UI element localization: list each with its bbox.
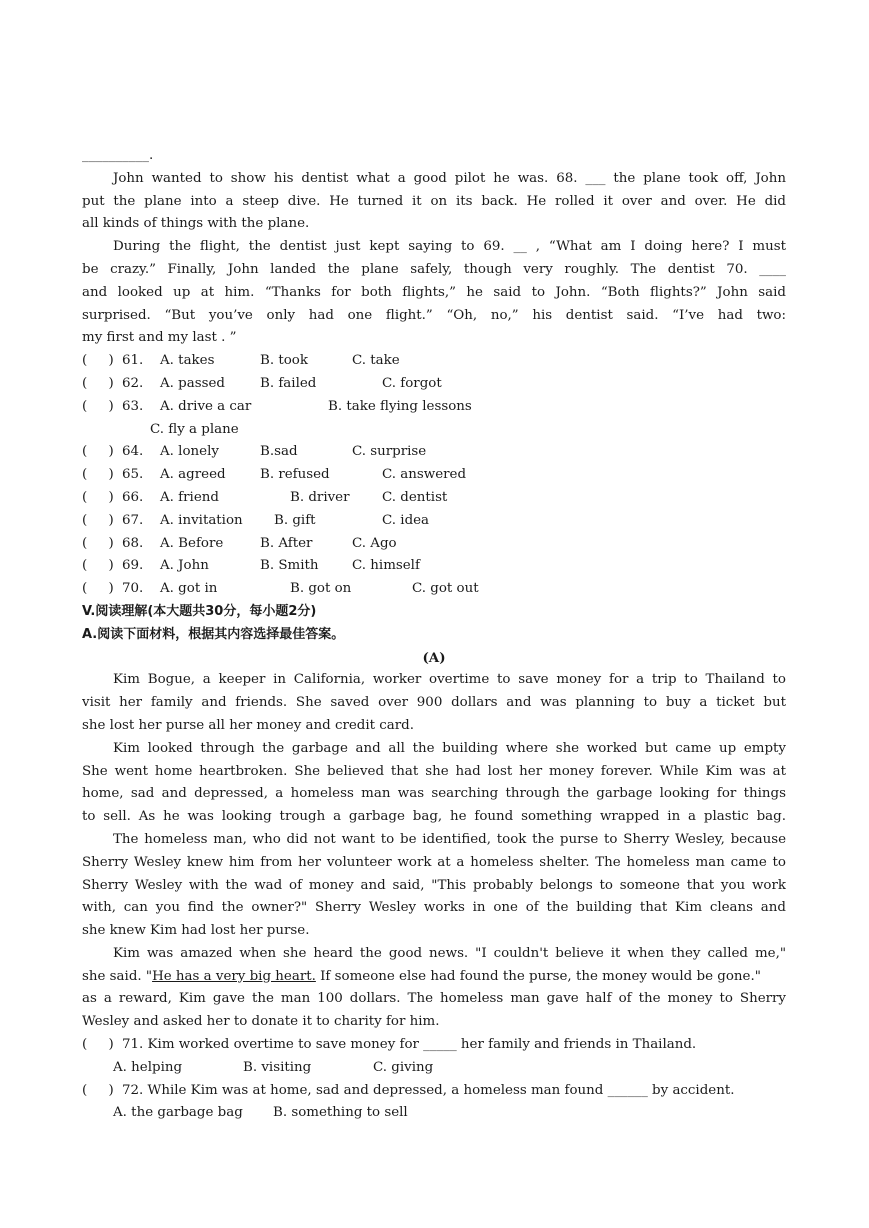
question-number: 67. <box>122 512 144 528</box>
text-line: to sell. As he was looking trough a garbage bag, he found something wrapped in a plastic bag. <box>82 809 786 825</box>
option-a: A. passed <box>160 375 225 391</box>
option-b: B. After <box>260 535 313 551</box>
option-a: A. takes <box>160 353 215 369</box>
question-63-option-c: C. fly a plane <box>150 421 239 437</box>
question-64 <box>82 441 786 464</box>
option-b: B. visiting <box>243 1059 312 1075</box>
question-70 <box>82 578 786 601</box>
text-line: Kim Bogue, a keeper in California, worker overtime to save money for a trip to Thailand to <box>113 672 786 688</box>
text-line: and looked up at him. “Thanks for both flights,” he said to John. “Both flights?” John said <box>82 284 786 300</box>
option-a: A. got in <box>160 581 218 597</box>
question-68 <box>82 533 786 556</box>
top-blank-line: __________. <box>82 148 154 163</box>
passage-label: (A) <box>422 649 446 666</box>
option-c: C. got out <box>412 581 479 597</box>
text-line: my first and my last . ” <box>82 330 237 346</box>
paragraph-reward <box>82 943 786 1034</box>
option-c: C. forgot <box>382 375 442 391</box>
option-b: B. took <box>260 353 308 369</box>
question-number: 65. <box>122 467 144 483</box>
option-b: B. something to sell <box>273 1105 408 1121</box>
question-69 <box>82 555 786 578</box>
section-title: V.阅读理解(本大题共30分，每小题2分) <box>82 603 317 619</box>
text-line: surprised. “But you’ve only had one flight.” “Oh, no,” his dentist said. “I’ve had two: <box>82 307 786 323</box>
answer-paren[interactable]: ( ) <box>82 535 114 551</box>
document-page <box>82 145 786 1125</box>
question-number: 70. <box>122 581 144 597</box>
question-66 <box>82 487 786 510</box>
option-a: A. lonely <box>160 444 219 460</box>
question-number: 64. <box>122 444 144 460</box>
option-a: A. drive a car <box>160 398 252 414</box>
answer-paren[interactable]: ( ) <box>82 444 114 460</box>
option-c: C. surprise <box>352 444 427 460</box>
question-stem-line <box>82 1080 786 1103</box>
text-line: with, can you find the owner?" Sherry Wesley works in one of the building that Kim cleans and <box>82 900 786 916</box>
option-a: A. helping <box>113 1059 183 1075</box>
text-line <box>82 966 786 989</box>
paragraph-kim-bogue <box>82 669 786 737</box>
option-a: A. friend <box>160 489 219 505</box>
text-line: home, sad and depressed, a homeless man was searching through the garbage looking for things <box>82 786 786 802</box>
option-c: C. take <box>352 353 400 369</box>
option-b: B. got on <box>290 581 352 597</box>
option-a: A. invitation <box>160 512 243 528</box>
text-line: During the flight, the dentist just kept saying to 69. __ , “What am I doing here? I must <box>113 239 786 255</box>
option-b: B. take flying lessons <box>328 398 472 414</box>
question-list-cloze <box>82 350 786 601</box>
text-fragment: If someone else had found the purse, the money would be gone." <box>315 968 761 984</box>
question-number: 68. <box>122 535 144 551</box>
answer-paren[interactable]: ( ) <box>82 489 114 505</box>
text-fragment: she said. " <box>82 968 153 984</box>
answer-paren[interactable]: ( ) <box>82 512 114 528</box>
text-line: Wesley and asked her to donate it to charity for him. <box>82 1014 440 1030</box>
paragraph-pilot <box>82 168 786 236</box>
text-line: put the plane into a steep dive. He turned it on its back. He rolled it over and over. He did <box>82 193 786 209</box>
text-line: Kim was amazed when she heard the good news. "I couldn't believe it when they called me," <box>113 945 786 961</box>
option-b: B.sad <box>260 444 298 460</box>
question-number: 63. <box>122 398 144 414</box>
answer-paren[interactable]: ( ) <box>82 581 114 597</box>
answer-paren[interactable]: ( ) <box>82 1037 114 1053</box>
answer-paren[interactable]: ( ) <box>82 398 114 414</box>
option-b: B. Smith <box>260 558 319 574</box>
text-line: Sherry Wesley with the wad of money and said, "This probably belongs to someone that you work <box>82 877 786 893</box>
option-a: A. John <box>160 558 209 574</box>
paragraph-garbage <box>82 738 786 829</box>
option-a: A. the garbage bag <box>113 1105 243 1121</box>
question-number: 69. <box>122 558 144 574</box>
text-line: The homeless man, who did not want to be identified, took the purse to Sherry Wesley, because <box>113 831 786 847</box>
option-c: C. himself <box>352 558 420 574</box>
question-61 <box>82 350 786 373</box>
option-c: C. dentist <box>382 489 448 505</box>
option-c: C. answered <box>382 467 467 483</box>
question-65 <box>82 464 786 487</box>
question-number: 61. <box>122 353 144 369</box>
text-line: she lost her purse all her money and credit card. <box>82 717 414 733</box>
text-line: Sherry Wesley knew him from her volunteer work at a homeless shelter. The homeless man came to <box>82 854 786 870</box>
question-62 <box>82 373 786 396</box>
question-71 <box>82 1034 786 1080</box>
text-line: John wanted to show his dentist what a good pilot he was. 68. ___ the plane took off, John <box>113 170 786 186</box>
question-options <box>82 1102 786 1125</box>
question-stem: 71. Kim worked overtime to save money for _____ her family and friends in Thailand. <box>122 1037 697 1053</box>
question-number: 62. <box>122 375 144 391</box>
option-c: C. Ago <box>352 535 397 551</box>
option-b: B. driver <box>290 489 350 505</box>
question-number: 66. <box>122 489 144 505</box>
text-line: all kinds of things with the plane. <box>82 216 310 232</box>
question-stem: 72. While Kim was at home, sad and depressed, a homeless man found ______ by accident. <box>122 1082 735 1098</box>
question-stem-line <box>82 1034 786 1057</box>
question-63 <box>82 396 786 419</box>
text-line: she knew Kim had lost her purse. <box>82 923 310 939</box>
option-a: A. Before <box>160 535 224 551</box>
question-72 <box>82 1080 786 1126</box>
text-line: as a reward, Kim gave the man 100 dollars. The homeless man gave half of the money to Sherry <box>82 991 786 1007</box>
paragraph-homeless-man <box>82 829 786 943</box>
answer-paren[interactable]: ( ) <box>82 558 114 574</box>
answer-paren[interactable]: ( ) <box>82 353 114 369</box>
paragraph-flight <box>82 236 786 350</box>
section-instruction: A.阅读下面材料，根据其内容选择最佳答案。 <box>82 626 345 642</box>
option-b: B. gift <box>274 512 316 528</box>
answer-paren[interactable]: ( ) <box>82 375 114 391</box>
text-line: visit her family and friends. She saved over 900 dollars and was planning to buy a ticket but <box>82 695 786 711</box>
text-line: be crazy.” Finally, John landed the plane safely, though very roughly. The dentist 70. ____ <box>82 261 786 277</box>
question-67 <box>82 510 786 533</box>
underlined-sentence: He has a very big heart. <box>152 968 316 984</box>
answer-paren[interactable]: ( ) <box>82 467 114 483</box>
option-a: A. agreed <box>160 467 226 483</box>
text-line: She went home heartbroken. She believed that she had lost her money forever. While Kim was at <box>82 763 786 779</box>
text-line: Kim looked through the garbage and all the building where she worked but came up empty <box>113 740 786 756</box>
option-b: B. failed <box>260 375 317 391</box>
question-options <box>82 1057 786 1080</box>
option-c: C. giving <box>373 1059 434 1075</box>
option-b: B. refused <box>260 467 330 483</box>
answer-paren[interactable]: ( ) <box>82 1082 114 1098</box>
option-c: C. idea <box>382 512 430 528</box>
